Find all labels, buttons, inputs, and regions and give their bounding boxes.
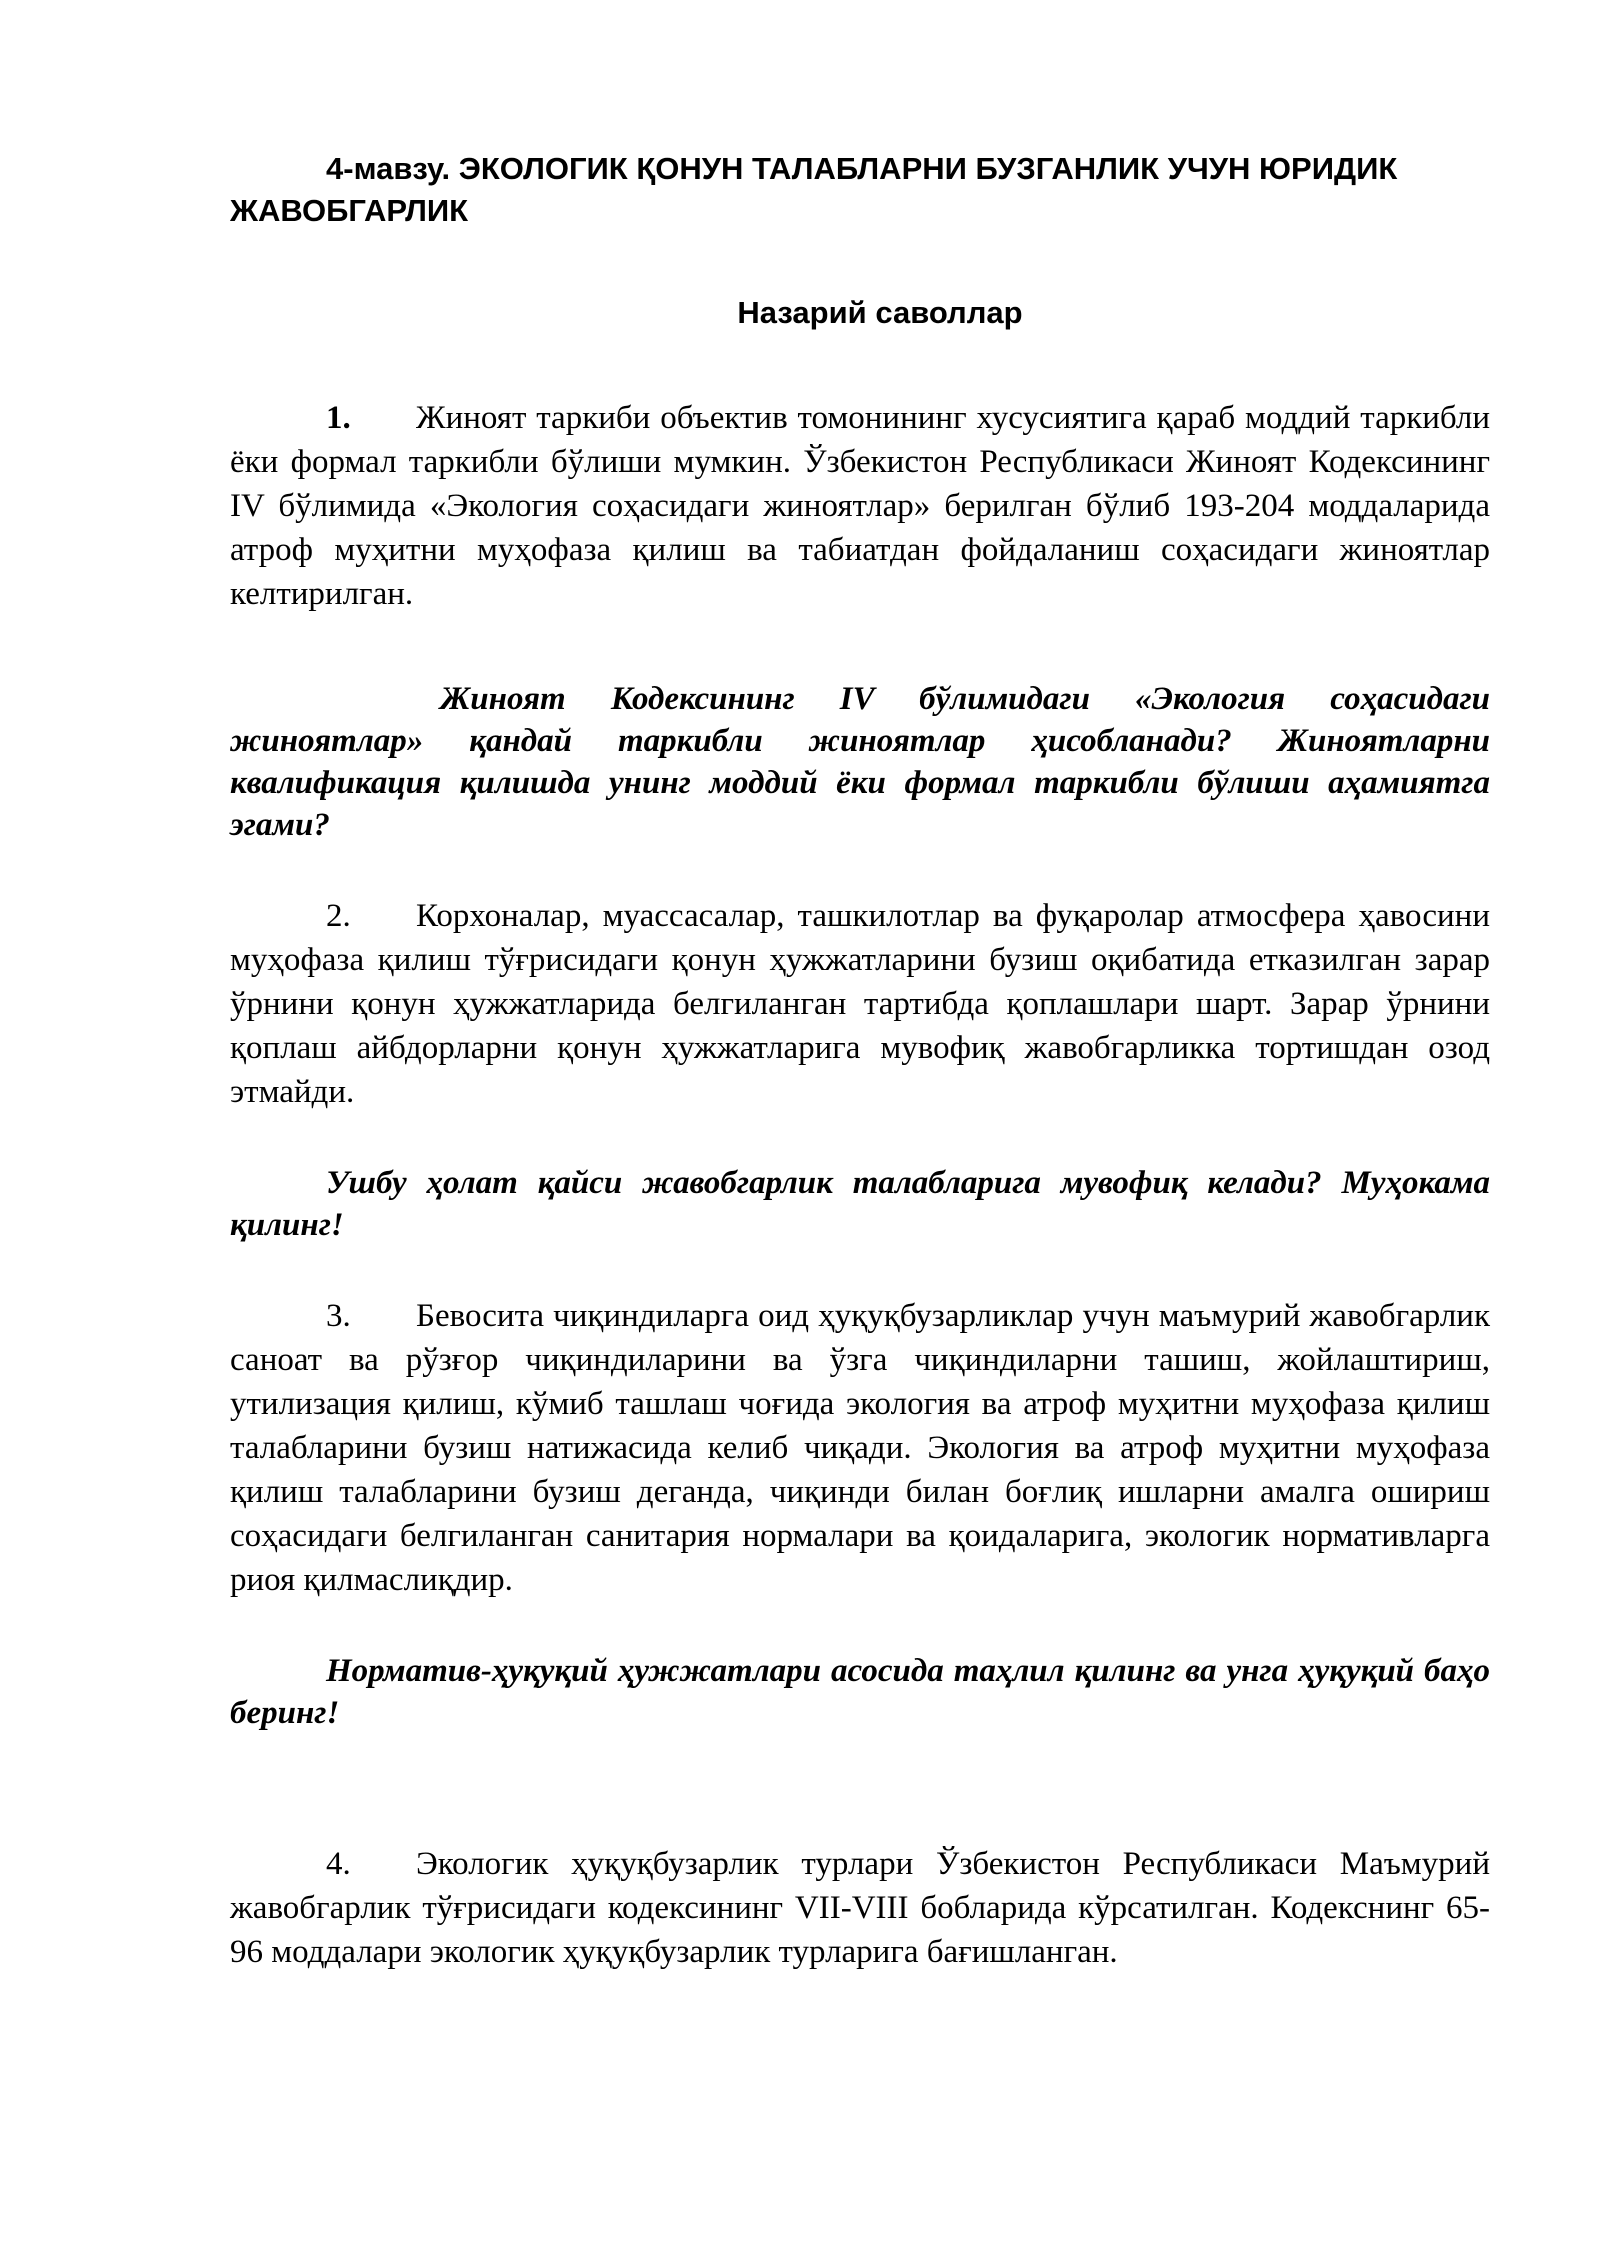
question-4-number: 4.: [326, 1846, 351, 1882]
question-3-body: Бевосита чиқиндиларга оид ҳуқуқбузарликлар учун маъмурий жавобгарлик саноат ва рўзғор чиқиндиларини ва ўзга чиқиндиларни ташиш, жойлаштириш, утилизация қилиш, кўмиб ташлаш чоғида экология ва атроф муҳитни муҳофаза қилиш талабларини бузиш натижасида келиб чиқади. Экология ва атроф муҳитни муҳофаза қилиш талабларини бузиш деганда, чиқинди билан боғлиқ ишларни амалга ошириш соҳасидаги белгиланган санитария нормалари ва қоидаларига, экологик нормативларга риоя қилмаслиқдир.: [230, 1298, 1490, 1598]
question-3-task: Норматив-ҳуқуқий ҳужжатлари асосида таҳлил қилинг ва унга ҳуқуқий баҳо беринг!: [230, 1653, 1490, 1731]
question-1-number: 1.: [326, 400, 351, 436]
question-3-number: 3.: [326, 1298, 351, 1334]
question-2-number: 2.: [326, 898, 351, 934]
question-1-body: Жиноят таркиби объектив томонининг хусусиятига қараб моддий таркибли ёки формал таркибли бўлиши мумкин. Ўзбекистон Республикаси Жиноят Кодексининг IV бўлимида «Экология соҳасидаги жиноятлар» берилган бўлиб 193-204 моддаларида атроф муҳитни муҳофаза қилиш ва табиатдан фойдаланиш соҳасидаги жиноятлар келтирилган.: [230, 400, 1490, 612]
page-title: 4-мавзу. ЭКОЛОГИК ҚОНУН ТАЛАБЛАРНИ БУЗГАНЛИК УЧУН ЮРИДИК ЖАВОБГАРЛИК: [230, 151, 1398, 228]
question-3-text: [230, 1294, 1490, 1602]
question-2-task: Ушбу ҳолат қайси жавобгарлик талабларига мувофиқ келади? Муҳокама қилинг!: [230, 1165, 1490, 1243]
section-heading: Назарий саволлар: [737, 295, 1023, 330]
question-1-text: [230, 396, 1490, 616]
question-4-body: Экологик ҳуқуқбузарлик турлари Ўзбекистон Республикаси Маъмурий жавобгарлик тўғрисидаги кодексининг VII-VIII бобларида кўрсатилган. Кодекснинг 65-96 моддалари экологик ҳуқуқбузарлик турларига бағишланган.: [230, 1846, 1490, 1970]
question-4-text: [230, 1842, 1490, 1974]
question-1-task: Жиноят Кодексининг IV бўлимидаги «Экология соҳасидаги жиноятлар» қандай таркибли жиноятлар ҳисобланади? Жиноятларни квалификация қилишда унинг моддий ёки формал таркибли бўлиши аҳамиятга эгами?: [230, 681, 1490, 843]
question-2-text: [230, 894, 1490, 1114]
question-2-body: Корхоналар, муассасалар, ташкилотлар ва фуқаролар атмосфера ҳавосини муҳофаза қилиш тўғрисидаги қонун ҳужжатларини бузиш оқибатида етказилган зарар ўрнини қонун ҳужжатларида белгиланган тартибда қоплашлари шарт. Зарар ўрнини қоплаш айбдорларни қонун ҳужжатларига мувофиқ жавобгарликка тортишдан озод этмайди.: [230, 898, 1490, 1110]
document-body: [230, 148, 1490, 1974]
